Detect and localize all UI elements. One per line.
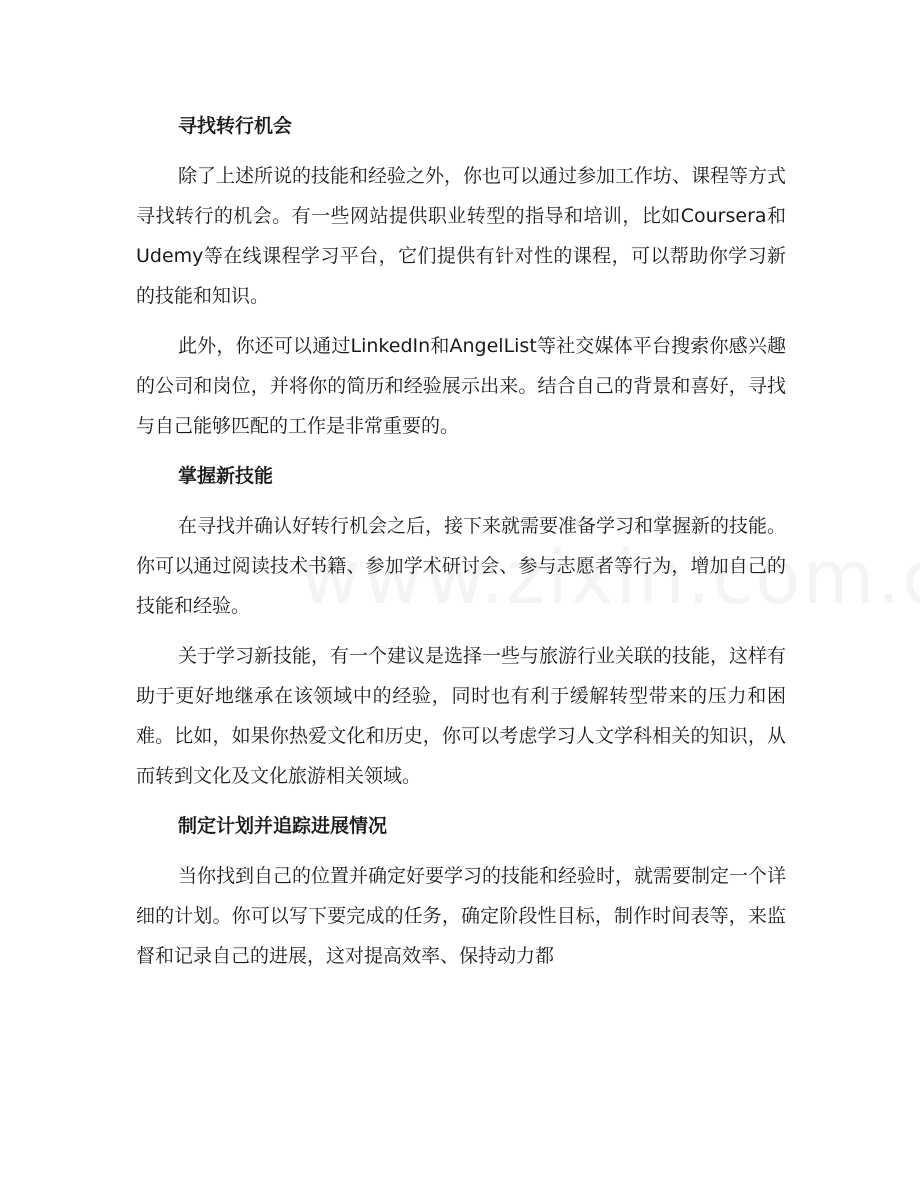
section-heading: 制定计划并追踪进展情况 bbox=[178, 815, 388, 837]
paragraph: 关于学习新技能，有一个建议是选择一些与旅游行业关联的技能，这样有助于更好地继承在该领域中的经验，同时也有利于缓解转型带来的压力和困难。比如，如果你热爱文化和历史，你可以考虑学习人文学科相关的知识，从而转到文化及文化旅游相关领域。 bbox=[136, 645, 787, 787]
section-heading: 掌握新技能 bbox=[178, 465, 274, 487]
paragraph: 除了上述所说的技能和经验之外，你也可以通过参加工作坊、课程等方式寻找转行的机会。有一些网站提供职业转型的指导和培训，比如Coursera和Udemy等在线课程学习平台，它们提供有针对性的课程，可以帮助你学习新的技能和知识。 bbox=[136, 165, 787, 307]
section-find-opportunity bbox=[136, 106, 786, 446]
paragraph: 此外，你还可以通过LinkedIn和AngelList等社交媒体平台搜索你感兴趣的公司和岗位，并将你的简历和经验展示出来。结合自己的背景和喜好，寻找与自己能够匹配的工作是非常重要的。 bbox=[136, 335, 786, 437]
section-make-plan bbox=[136, 806, 786, 976]
section-new-skills bbox=[136, 456, 786, 796]
section-heading: 寻找转行机会 bbox=[178, 115, 293, 137]
paragraph: 当你找到自己的位置并确定好要学习的技能和经验时，就需要制定一个详细的计划。你可以写下要完成的任务，确定阶段性目标，制作时间表等，来监督和记录自己的进展，这对提高效率、保持动力都 bbox=[136, 865, 787, 967]
document-body bbox=[136, 106, 786, 986]
paragraph: 在寻找并确认好转行机会之后，接下来就需要准备学习和掌握新的技能。你可以通过阅读技术书籍、参加学术研讨会、参与志愿者等行为，增加自己的技能和经验。 bbox=[136, 515, 787, 617]
